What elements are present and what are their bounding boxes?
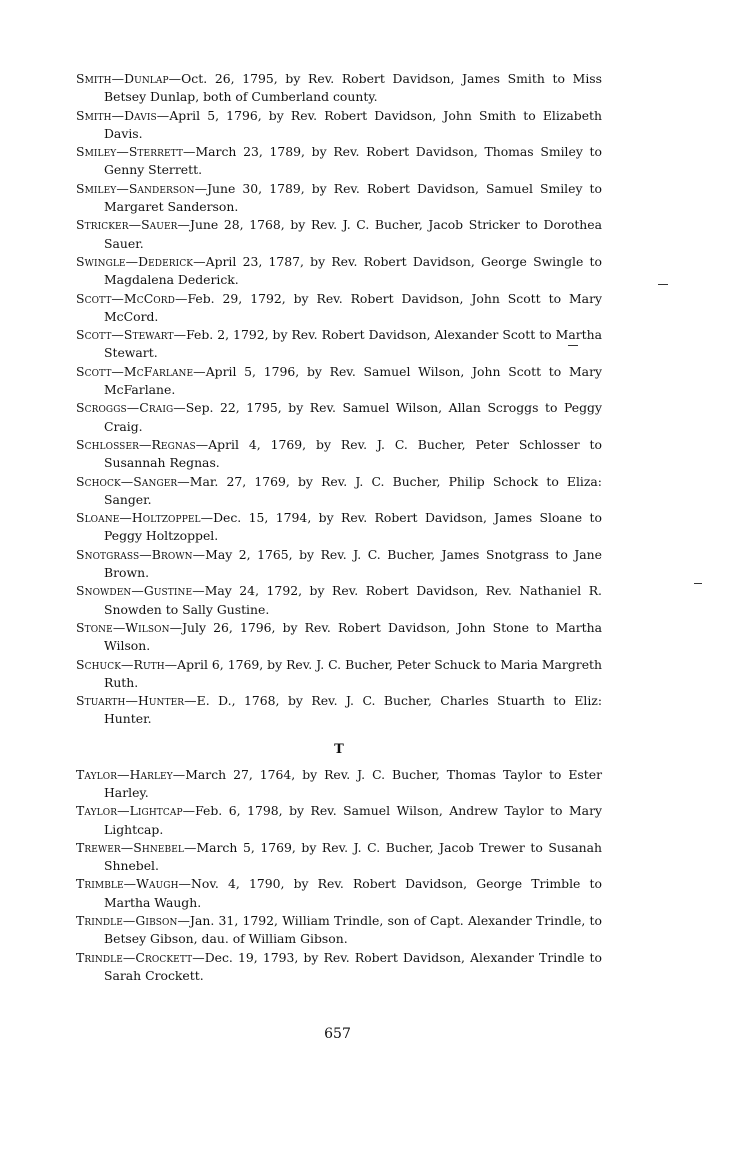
register-entry (76, 839, 602, 876)
entry-names: Smith—Dunlap— (76, 71, 182, 86)
entry-text: April 23, 1787, by Rev. Robert Davidson, George Swingle to Magdalena Dederick. (104, 253, 602, 288)
entry-names: Scott—McCord— (76, 290, 188, 306)
entry-names: Smiley—Sterrett— (76, 144, 196, 160)
entry-names: Snowden—Gustine— (76, 583, 205, 599)
register-entry (76, 546, 602, 583)
s-entries (76, 70, 602, 729)
entry-text: May 24, 1792, by Rev. Robert Davidson, Rev. Nathaniel R. Snowden to Sally Gustine. (104, 583, 602, 617)
entry-names: Sloane—Holtzoppel— (76, 510, 214, 526)
register-entry (76, 436, 602, 473)
entry-names: Smith—Davis— (76, 107, 170, 123)
entry-names: Taylor—Harley— (76, 766, 186, 782)
register-entry (76, 473, 602, 510)
entry-text: Jan. 31, 1792, William Trindle, son of Capt. Alexander Trindle, to Betsey Gibson, dau. of William Gibson. (104, 913, 602, 947)
entry-names: Scott—McFarlane— (76, 363, 206, 379)
register-entry (76, 509, 602, 546)
entry-text: March 23, 1789, by Rev. Robert Davidson, Thomas Smiley to Genny Sterrett. (104, 144, 602, 178)
entry-text: April 5, 1796, by Rev. Samuel Wilson, John Scott to Mary McFarlane. (104, 363, 602, 398)
register-entry (76, 216, 602, 253)
entry-text: Feb. 2, 1792, by Rev. Robert Davidson, Alexander Scott to Martha Stewart. (104, 327, 602, 361)
entry-text: Feb. 6, 1798, by Rev. Samuel Wilson, Andrew Taylor to Mary Lightcap. (104, 803, 602, 837)
entry-names: Trindle—Gibson— (76, 913, 191, 929)
register-entry (76, 875, 602, 912)
entry-text: May 2, 1765, by Rev. J. C. Bucher, James Snotgrass to Jane Brown. (104, 546, 602, 581)
register-entry (76, 253, 602, 290)
entry-text: Nov. 4, 1790, by Rev. Robert Davidson, George Trimble to Martha Waugh. (104, 876, 602, 910)
register-entry (76, 143, 602, 180)
entry-names: Trindle—Crockett— (76, 949, 205, 965)
margin-mark (694, 583, 702, 584)
entry-text: March 27, 1764, by Rev. J. C. Bucher, Thomas Taylor to Ester Harley. (104, 766, 602, 800)
register-entry (76, 290, 602, 327)
entry-names: Stone—Wilson— (76, 619, 183, 635)
register-entry (76, 399, 602, 436)
entry-names: Scott—Stewart— (76, 327, 187, 343)
register-entry (76, 107, 602, 144)
entry-text: Dec. 15, 1794, by Rev. Robert Davidson, James Sloane to Peggy Holtzoppel. (104, 510, 602, 544)
entry-names: Schock—Sanger— (76, 473, 190, 489)
entry-names: Swingle—Dederick— (76, 253, 206, 269)
register-entry (76, 619, 602, 656)
register-entry (76, 363, 602, 400)
register-entry (76, 582, 602, 619)
entry-text: Dec. 19, 1793, by Rev. Robert Davidson, Alexander Trindle to Sarah Crockett. (104, 949, 602, 983)
marriage-register-list (76, 70, 602, 985)
page-number: 657 (324, 1026, 351, 1042)
entry-text: June 28, 1768, by Rev. J. C. Bucher, Jacob Stricker to Dorothea Sauer. (104, 217, 602, 251)
register-entry (76, 766, 602, 803)
register-entry (76, 326, 602, 363)
entry-names: Taylor—Lightcap— (76, 803, 196, 819)
entry-text: E. D., 1768, by Rev. J. C. Bucher, Charles Stuarth to Eliz: Hunter. (104, 693, 602, 727)
register-entry (76, 70, 602, 107)
entry-text: March 5, 1769, by Rev. J. C. Bucher, Jacob Trewer to Susanah Shnebel. (104, 839, 602, 874)
entry-names: Schuck—Ruth— (76, 656, 178, 672)
entry-text: June 30, 1789, by Rev. Robert Davidson, Samuel Smiley to Margaret Sanderson. (104, 180, 602, 215)
entry-text: Sep. 22, 1795, by Rev. Samuel Wilson, Allan Scroggs to Peggy Craig. (104, 400, 602, 434)
t-entries (76, 766, 602, 986)
entry-names: Snotgrass—Brown— (76, 546, 206, 562)
entry-names: Scroggs—Craig— (76, 400, 186, 416)
register-entry (76, 949, 602, 986)
entry-text: April 4, 1769, by Rev. J. C. Bucher, Peter Schlosser to Susannah Regnas. (104, 436, 602, 471)
entry-text: April 5, 1796, by Rev. Robert Davidson, John Smith to Elizabeth Davis. (104, 107, 602, 141)
register-entry (76, 656, 602, 693)
register-entry (76, 912, 602, 949)
entry-names: Schlosser—Regnas— (76, 436, 209, 452)
register-entry (76, 180, 602, 217)
margin-mark (658, 284, 668, 285)
register-entry (76, 802, 602, 839)
entry-text: July 26, 1796, by Rev. Robert Davidson, John Stone to Martha Wilson. (104, 619, 602, 654)
entry-names: Stricker—Sauer— (76, 217, 190, 233)
entry-names: Stuarth—Hunter— (76, 693, 197, 709)
entry-text: April 6, 1769, by Rev. J. C. Bucher, Peter Schuck to Maria Margreth Ruth. (104, 656, 602, 690)
entry-text: Mar. 27, 1769, by Rev. J. C. Bucher, Philip Schock to Eliza: Sanger. (104, 473, 602, 507)
entry-names: Trimble—Waugh— (76, 876, 192, 892)
entry-names: Smiley—Sanderson— (76, 180, 208, 196)
section-letter-heading: T (334, 741, 344, 757)
entry-names: Trewer—Shnebel— (76, 839, 197, 855)
register-entry (76, 692, 602, 729)
margin-mark (568, 345, 578, 346)
entry-text: Feb. 29, 1792, by Rev. Robert Davidson, John Scott to Mary McCord. (104, 290, 602, 324)
entry-text: Oct. 26, 1795, by Rev. Robert Davidson, James Smith to Miss Betsey Dunlap, both of Cumberland county. (104, 71, 602, 105)
